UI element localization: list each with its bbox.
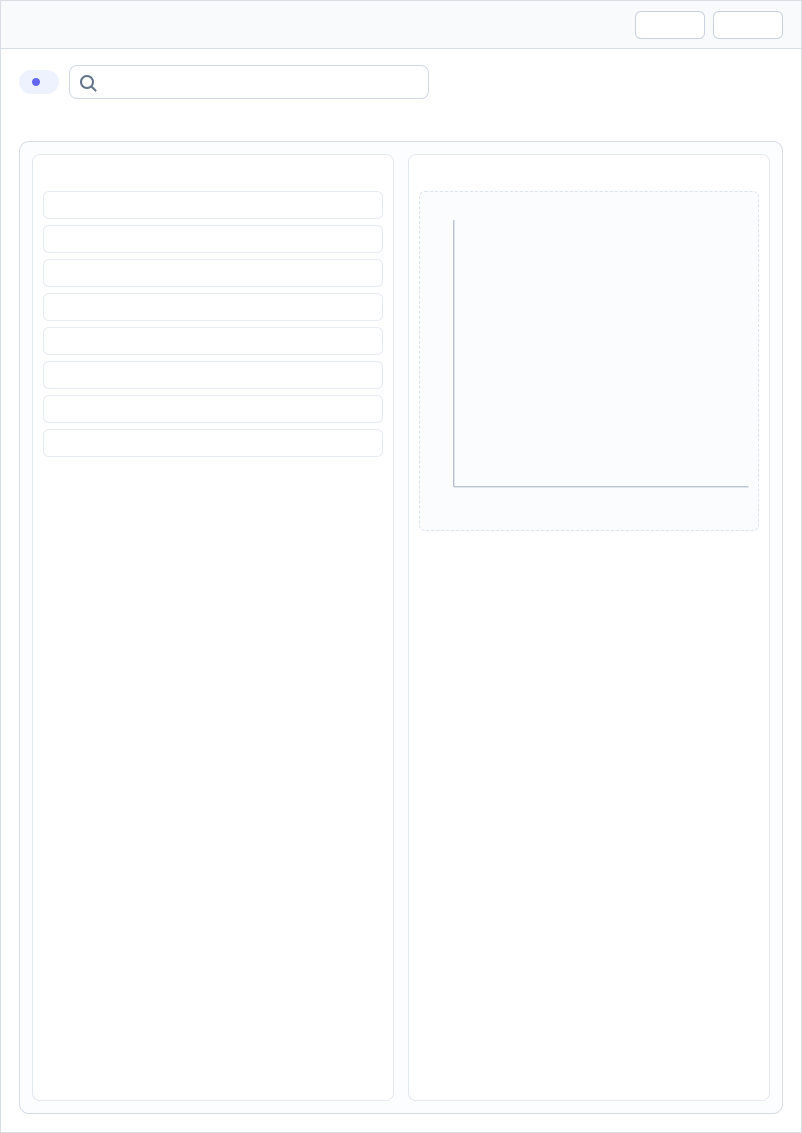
- left-card: [32, 154, 394, 1101]
- chart-canvas: [419, 191, 759, 531]
- list-item: [43, 259, 383, 287]
- search-icon: [80, 75, 94, 89]
- left-card-title: [43, 165, 383, 183]
- list-item: [43, 429, 383, 457]
- list-item: [43, 327, 383, 355]
- list-item: [43, 225, 383, 253]
- list-item: [43, 293, 383, 321]
- search-wrap[interactable]: [69, 65, 429, 99]
- search-input[interactable]: [102, 74, 418, 91]
- top-header: [1, 1, 801, 49]
- right-card-title: [419, 165, 759, 183]
- meta-row: [19, 65, 783, 99]
- list-item: [43, 395, 383, 423]
- right-card: [408, 154, 770, 1101]
- content-panel: [19, 141, 783, 1114]
- status-dot-icon: [29, 75, 43, 89]
- main-content: [1, 49, 801, 1133]
- content-list: [43, 191, 383, 457]
- secondary-action-button[interactable]: [713, 11, 783, 39]
- top-toolbar: [635, 11, 783, 39]
- page-note: [19, 113, 783, 127]
- primary-action-button[interactable]: [635, 11, 705, 39]
- status-badge: [19, 70, 59, 94]
- list-item: [43, 191, 383, 219]
- page-title: [19, 15, 29, 35]
- list-item: [43, 361, 383, 389]
